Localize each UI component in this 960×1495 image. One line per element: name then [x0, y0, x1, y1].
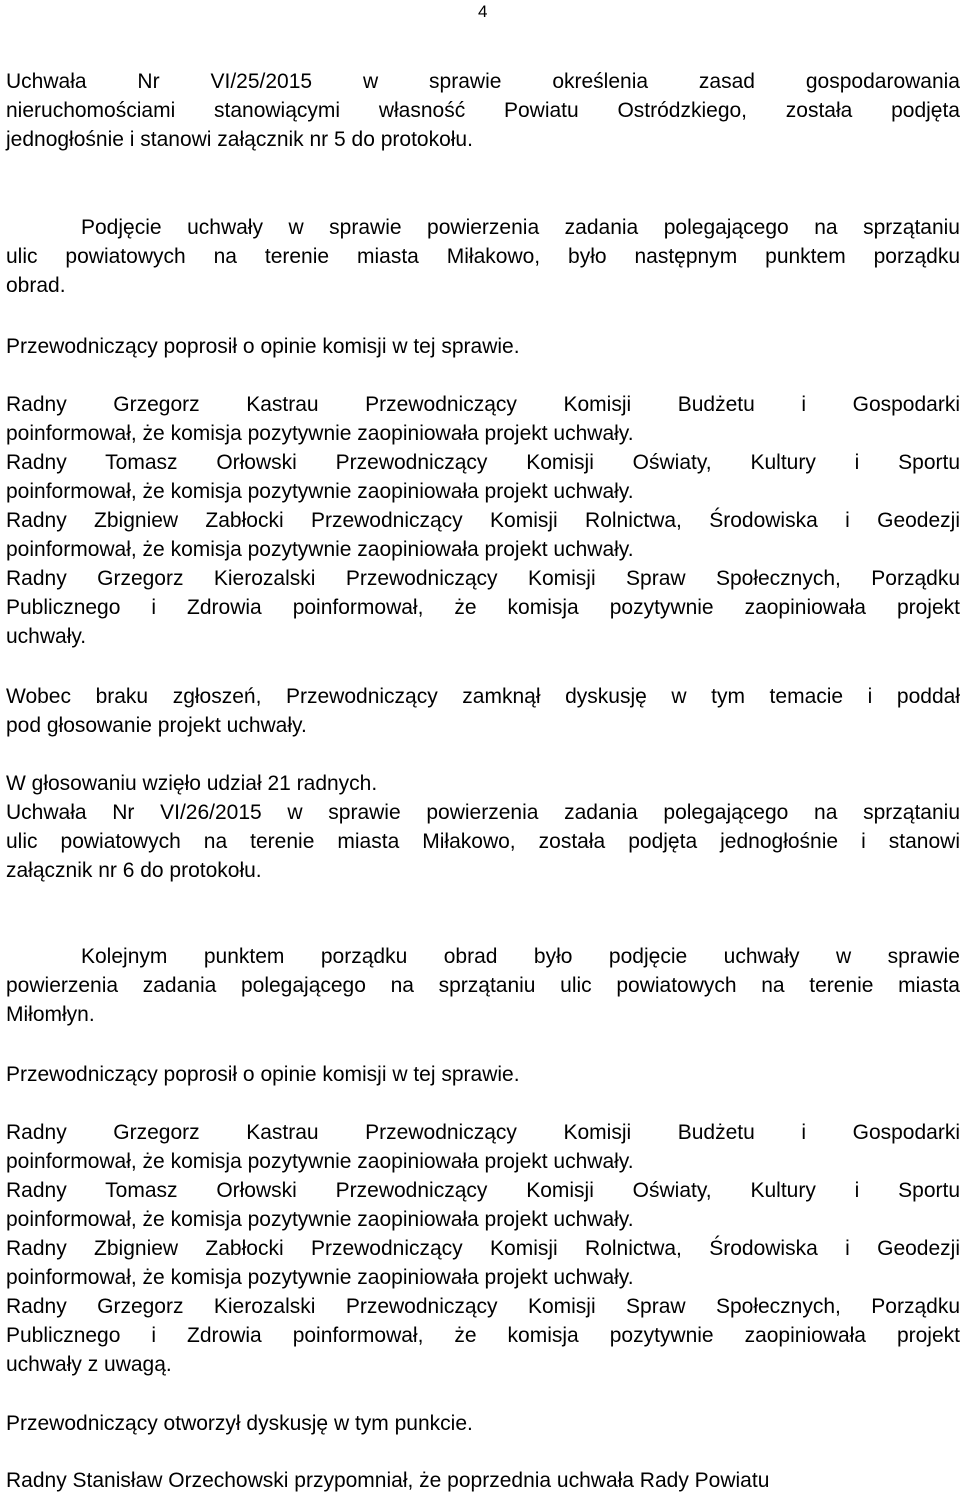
text-line: Radny Tomasz Orłowski Przewodniczący Komisji Oświaty, Kultury i Sportu [6, 451, 960, 474]
text-line: Wobec braku zgłoszeń, Przewodniczący zamknął dyskusję w tym temacie i poddał [6, 685, 960, 708]
text-line: Uchwała Nr VI/26/2015 w sprawie powierzenia zadania polegającego na sprzątaniu [6, 801, 960, 824]
text-line: poinformował, że komisja pozytywnie zaopiniowała projekt uchwały. [6, 538, 634, 561]
paragraph-chair-request [6, 332, 960, 361]
text-line: Kolejnym punktem porządku obrad było podjęcie uchwały w sprawie [81, 945, 960, 968]
text-line: poinformował, że komisja pozytywnie zaopiniowała projekt uchwały. [6, 1266, 634, 1289]
text-line: Publicznego i Zdrowia poinformował, że komisja pozytywnie zaopiniowała projekt [6, 596, 960, 619]
text-line: uchwały z uwagą. [6, 1353, 172, 1376]
text-line: poinformował, że komisja pozytywnie zaopiniowała projekt uchwały. [6, 1150, 634, 1173]
text-line: poinformował, że komisja pozytywnie zaopiniowała projekt uchwały. [6, 480, 634, 503]
text-line: Podjęcie uchwały w sprawie powierzenia zadania polegającego na sprzątaniu [81, 216, 960, 239]
text-line: pod głosowanie projekt uchwały. [6, 714, 307, 737]
text-line: Publicznego i Zdrowia poinformował, że komisja pozytywnie zaopiniowała projekt [6, 1324, 960, 1347]
text-line: Radny Grzegorz Kierozalski Przewodniczący Komisji Spraw Społecznych, Porządku [6, 567, 960, 590]
text-line: Radny Grzegorz Kastrau Przewodniczący Komisji Budżetu i Gospodarki [6, 1121, 960, 1144]
text-line: Radny Zbigniew Zabłocki Przewodniczący Komisji Rolnictwa, Środowiska i Geodezji [6, 1237, 960, 1260]
page-number: 4 [478, 2, 488, 21]
text-line: Radny Tomasz Orłowski Przewodniczący Komisji Oświaty, Kultury i Sportu [6, 1179, 960, 1202]
text-line: jednogłośnie i stanowi załącznik nr 5 do protokołu. [6, 128, 473, 151]
paragraph-committee-opinions-2 [6, 1118, 960, 1379]
text-line: W głosowaniu wzięło udział 21 radnych. [6, 772, 378, 795]
text-line: Miłomłyn. [6, 1003, 95, 1026]
text-line: obrad. [6, 274, 66, 297]
paragraph-milomlyn-intro [6, 942, 960, 1029]
paragraph-discussion-open [6, 1409, 960, 1438]
text-line: uchwały. [6, 625, 87, 648]
paragraph-resolution-26 [6, 769, 960, 885]
text-line: ulic powiatowych na terenie miasta Miłakowo, było następnym punktem porządku [6, 245, 960, 268]
text-line: poinformował, że komisja pozytywnie zaopiniowała projekt uchwały. [6, 422, 634, 445]
text-line: powierzenia zadania polegającego na sprzątaniu ulic powiatowych na terenie miasta [6, 974, 960, 997]
paragraph-committee-opinions [6, 390, 960, 651]
text-line: ulic powiatowych na terenie miasta Miłakowo, została podjęta jednogłośnie i stanowi [6, 830, 960, 853]
text-line: Radny Zbigniew Zabłocki Przewodniczący Komisji Rolnictwa, Środowiska i Geodezji [6, 509, 960, 532]
paragraph-vote-call [6, 682, 960, 740]
paragraph-chair-request-2 [6, 1060, 960, 1089]
text-line: Przewodniczący poprosił o opinie komisji w tej sprawie. [6, 1063, 520, 1086]
text-line: Uchwała Nr VI/25/2015 w sprawie określenia zasad gospodarowania [6, 70, 960, 93]
text-line: Radny Grzegorz Kierozalski Przewodniczący Komisji Spraw Społecznych, Porządku [6, 1295, 960, 1318]
paragraph-milakowo-intro [6, 213, 960, 300]
paragraph-orzechowski [6, 1466, 960, 1495]
text-line: Przewodniczący otworzył dyskusję w tym punkcie. [6, 1412, 473, 1435]
text-line: Przewodniczący poprosił o opinie komisji w tej sprawie. [6, 335, 520, 358]
text-line: Radny Stanisław Orzechowski przypomniał, że poprzednia uchwała Rady Powiatu [6, 1469, 770, 1492]
paragraph-resolution-25 [6, 67, 960, 154]
text-line: nieruchomościami stanowiącymi własność Powiatu Ostródzkiego, została podjęta [6, 99, 960, 122]
text-line: załącznik nr 6 do protokołu. [6, 859, 262, 882]
text-line: Radny Grzegorz Kastrau Przewodniczący Komisji Budżetu i Gospodarki [6, 393, 960, 416]
text-line: poinformował, że komisja pozytywnie zaopiniowała projekt uchwały. [6, 1208, 634, 1231]
